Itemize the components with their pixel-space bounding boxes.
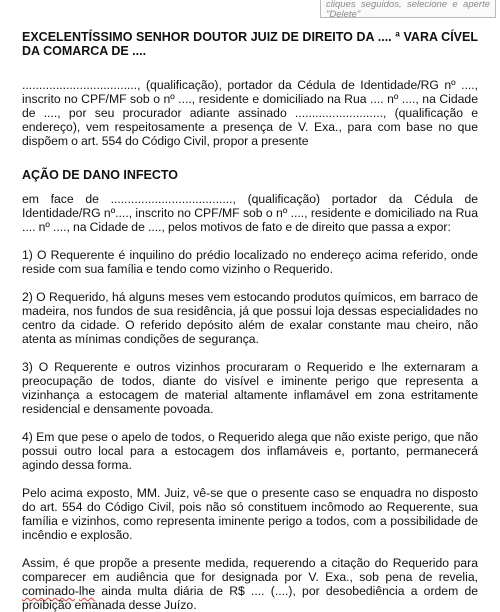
fact-paragraph-1: 1) O Requerente é inquilino do prédio localizado no endereço acima referido, onde reside com sua família e tendo como vizinho o Requerido.	[22, 248, 478, 276]
document-body[interactable]	[22, 30, 478, 612]
conclusion-paragraph: Pelo acima exposto, MM. Juiz, vê-se que o presente caso se enquadra no disposto do art. 554 do Código Civil, pois não só constituem incômodo ao Requerente, sua família e vizinhos, como representa iminente perigo a todos, com a possibilidade de incêndio e explosão.	[22, 486, 478, 542]
intro-paragraph: .................................., (qualificação), portador da Cédula de Identidade/RG nº ...., inscrito no CPF/MF sob o nº ...., residente e domiciliado na Rua .... nº ...., na Cidade de ...., por seu procurador adiante assinado .........................., (qualificação e endereço), vem respeitosamente a presença de V. Exa., para com base no que dispõem o art. 554 do Código Civil, propor a presente	[22, 78, 478, 148]
request-paragraph	[22, 556, 478, 612]
against-paragraph: em face de ...................................., (qualificação) portador da Cédula de Identidade/RG nº...., inscrito no CPF/MF sob o nº ...., residente e domiciliado na Rua .... nº ...., na Cidade de ...., pelos motivos de fato e de direito que passa a expor:	[22, 192, 478, 234]
request-text-part1: Assim, é que propõe a presente medida, requerendo a citação do Requerido para comparecer em audiência que for designada por V. Exa., sob pena de revelia,	[22, 556, 478, 584]
fact-paragraph-2: 2) O Requerido, há alguns meses vem estocando produtos químicos, em barraco de madeira, nos fundos de sua residência, já que possui loja dessas especialidades no centro da cidade. O referido depósito além de exalar constante mau cheiro, não atenta as mínimas condições de segurança.	[22, 290, 478, 346]
court-heading: EXCELENTÍSSIMO SENHOR DOUTOR JUIZ DE DIREITO DA .... ª VARA CÍVEL DA COMARCA DE ....	[22, 30, 478, 58]
request-dash: -	[74, 584, 79, 598]
hint-text: cliques seguidos, selecione e aperte "Delete"	[326, 0, 490, 20]
fact-paragraph-4: 4) Em que pese o apelo de todos, o Requerido alega que não existe perigo, que não possui outro local para a estocagem dos inflamáveis e, portanto, permanecerá agindo dessa forma.	[22, 430, 478, 472]
fact-paragraph-3: 3) O Requerente e outros vizinhos procuraram o Requerido e lhe externaram a preocupação de todos, diante do visível e iminente perigo que representa a vizinhança a estocagem de material altamente inflamável em zona estritamente residencial e densamente povoada.	[22, 360, 478, 416]
spellcheck-flag-lhe[interactable]: lhe	[78, 584, 96, 598]
action-title: AÇÃO DE DANO INFECTO	[22, 168, 179, 182]
request-text-part2: ainda multa diária de R$ .... (....), por desobediência a ordem de proibição emanada desse Juízo.	[22, 584, 478, 612]
spellcheck-flag-cominado[interactable]: cominado	[22, 584, 75, 598]
hint-tooltip	[320, 0, 496, 18]
